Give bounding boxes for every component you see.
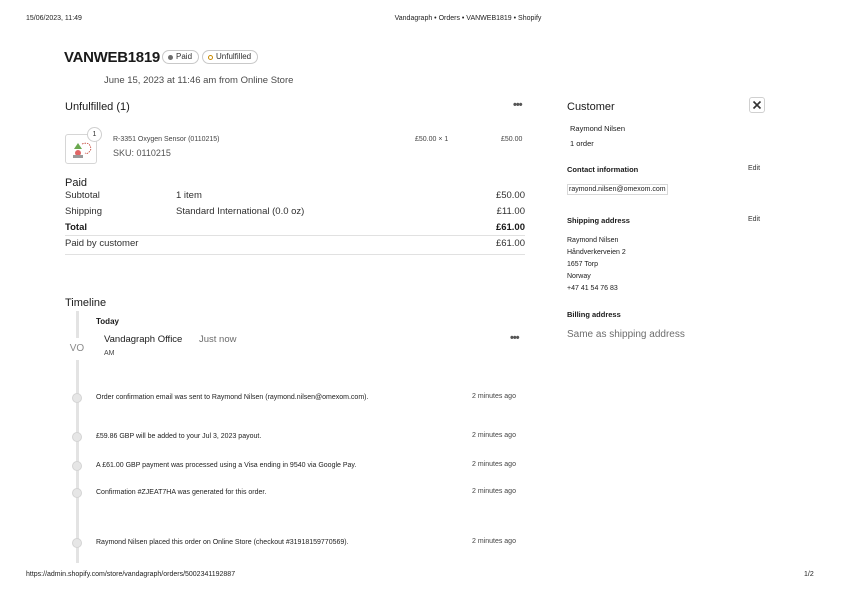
total-label: Total	[65, 222, 87, 233]
unfulfilled-title: Unfulfilled (1)	[65, 101, 130, 113]
subtotal-detail: 1 item	[176, 190, 202, 201]
paid-dot-icon	[168, 55, 173, 60]
address-phone: +47 41 54 76 83	[567, 285, 618, 292]
paid-by-customer-label: Paid by customer	[65, 238, 139, 249]
timeline-title: Timeline	[65, 297, 107, 309]
billing-address-title: Billing address	[567, 310, 621, 319]
timeline-event-dot	[72, 393, 82, 403]
comment-time: Just now	[199, 334, 237, 345]
quantity-badge: 1	[87, 127, 102, 142]
product-unit-price: £50.00 × 1	[415, 136, 449, 143]
fulfillment-more-icon[interactable]: •••	[513, 99, 522, 111]
product-name[interactable]: R-3351 Oxygen Sensor (0110215)	[113, 136, 220, 143]
order-title: VANWEB1819	[64, 49, 160, 66]
shipping-address-title: Shipping address	[567, 216, 630, 225]
timeline-event-dot	[72, 538, 82, 548]
timeline-event-time: 2 minutes ago	[472, 488, 516, 495]
billing-address-value: Same as shipping address	[567, 329, 685, 340]
timeline-event-text: Confirmation #ZJEAT7HA was generated for this order.	[96, 489, 267, 496]
timeline-event-dot	[72, 461, 82, 471]
comment-body: AM	[104, 350, 115, 357]
paid-badge	[162, 50, 199, 64]
paid-badge-label: Paid	[176, 52, 193, 61]
customer-title: Customer	[567, 101, 615, 113]
print-url: https://admin.shopify.com/store/vandagraph/orders/5002341192887	[26, 571, 236, 578]
timeline-event-text: A £61.00 GBP payment was processed using a Visa ending in 9540 via Google Pay.	[96, 462, 357, 469]
order-subtitle: June 15, 2023 at 11:46 am from Online Store	[104, 75, 294, 86]
address-line: Raymond Nilsen	[567, 237, 619, 244]
shipping-label: Shipping	[65, 206, 102, 217]
timeline-event-time: 2 minutes ago	[472, 393, 516, 400]
timeline-event-time: 2 minutes ago	[472, 538, 516, 545]
subtotal-amount: £50.00	[495, 190, 525, 201]
total-amount: £61.00	[495, 222, 525, 233]
shipping-edit-button[interactable]: Edit	[748, 216, 761, 223]
product-line-total: £50.00	[501, 136, 523, 143]
comment-avatar: VO	[64, 338, 90, 360]
timeline-event-time: 2 minutes ago	[472, 432, 516, 439]
product-sku: SKU: 0110215	[113, 148, 171, 158]
timeline-today: Today	[96, 317, 119, 326]
timeline-event-text: Raymond Nilsen placed this order on Online Store (checkout #31918159770569).	[96, 539, 349, 546]
customer-name-link[interactable]: Raymond Nilsen	[570, 124, 626, 133]
payment-bottom-divider	[65, 254, 525, 255]
timeline-event-time: 2 minutes ago	[472, 461, 516, 468]
timeline-event-dot	[72, 432, 82, 442]
subtotal-label: Subtotal	[65, 190, 100, 201]
print-page-title: Vandagraph • Orders • VANWEB1819 • Shopify	[394, 15, 542, 22]
unfulfilled-badge	[202, 50, 258, 64]
address-line: 1657 Torp	[567, 261, 599, 268]
timeline-event-dot	[72, 488, 82, 498]
print-page-number: 1/2	[804, 571, 814, 578]
customer-email[interactable]: raymond.nilsen@omexom.com	[569, 186, 666, 193]
timeline-event-text: £59.86 GBP will be added to your Jul 3, 2023 payout.	[96, 433, 262, 440]
paid-by-customer-amount: £61.00	[495, 238, 525, 249]
contact-info-title: Contact information	[567, 165, 639, 174]
comment-more-icon[interactable]: •••	[510, 332, 519, 344]
print-datetime: 15/06/2023, 11:49	[26, 15, 82, 22]
shipping-amount: £11.00	[496, 206, 525, 217]
address-line: Norway	[567, 273, 591, 280]
remove-customer-button[interactable]	[749, 97, 765, 113]
unfulfilled-dot-icon	[208, 55, 213, 60]
timeline-event-text: Order confirmation email was sent to Raymond Nilsen (raymond.nilsen@omexom.com).	[96, 394, 369, 401]
unfulfilled-badge-label: Unfulfilled	[216, 52, 252, 61]
shipping-detail: Standard International (0.0 oz)	[176, 206, 305, 217]
close-icon	[750, 98, 764, 112]
payment-title: Paid	[65, 177, 88, 189]
contact-edit-button[interactable]: Edit	[748, 165, 761, 172]
customer-orders-link[interactable]: 1 order	[570, 139, 594, 148]
comment-author: Vandagraph Office	[104, 334, 183, 345]
address-line: Håndverkerveien 2	[567, 249, 626, 256]
payment-divider	[65, 235, 525, 236]
